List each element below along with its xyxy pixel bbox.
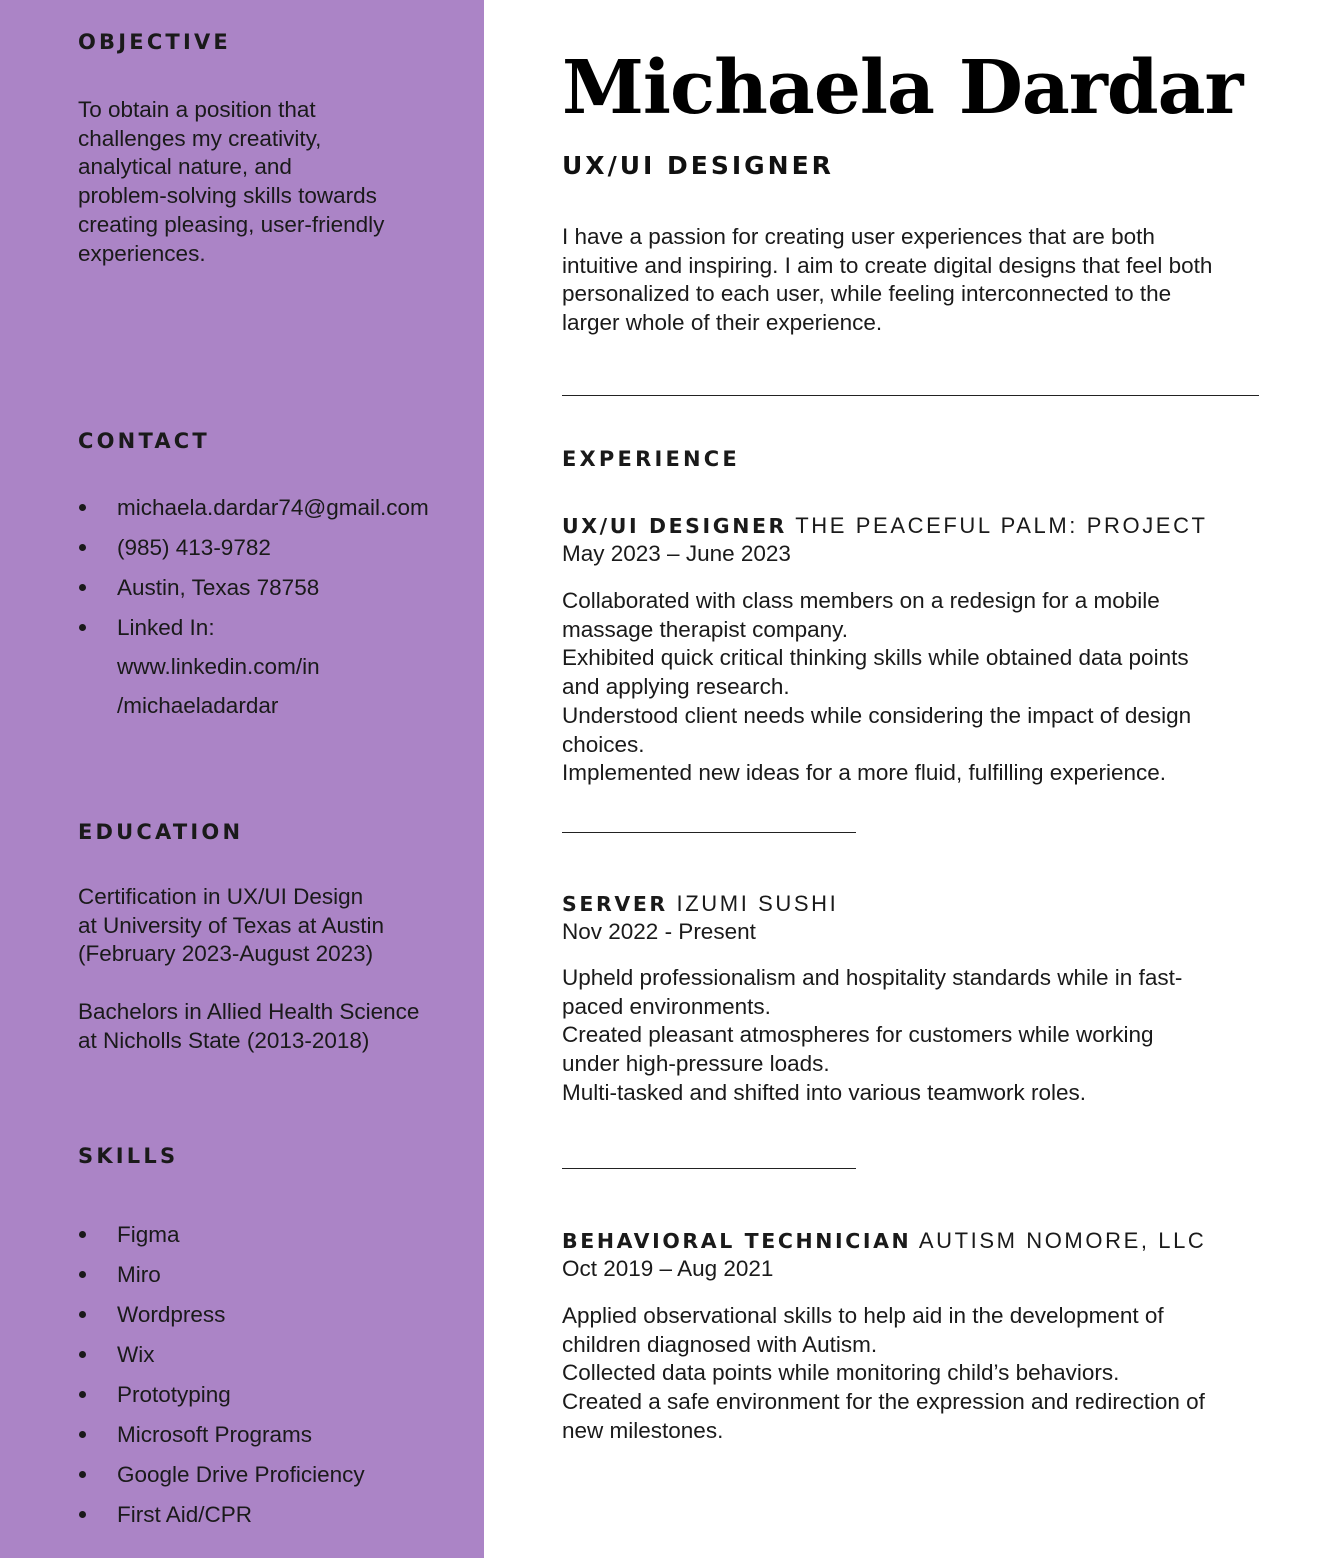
phone-text: (985) 413-9782: [117, 535, 271, 560]
job-company: THE PEACEFUL PALM: PROJECT: [795, 513, 1208, 538]
objective-line: analytical nature, and: [78, 154, 292, 180]
education-line: (February 2023-August 2023): [78, 941, 374, 967]
job-role: BEHAVIORAL TECHNICIAN: [562, 1229, 912, 1253]
skill-label: Wix: [117, 1342, 155, 1367]
skill-item: [78, 1335, 365, 1375]
email-text: michaela.dardar74@gmail.com: [117, 495, 429, 520]
job-header: [562, 513, 1208, 539]
sidebar: [0, 0, 484, 1558]
bullet-icon: [79, 624, 86, 631]
job-line: Multi-tasked and shifted into various teamwork roles.: [562, 1079, 1086, 1105]
summary-line: larger whole of their experience.: [562, 310, 883, 336]
section-divider: [562, 395, 1259, 396]
skill-item: [78, 1295, 365, 1335]
linkedin-url[interactable]: www.linkedin.com/in: [117, 654, 320, 679]
skill-label: Wordpress: [117, 1302, 226, 1327]
skills-heading: SKILLS: [78, 1144, 179, 1168]
job-line: children diagnosed with Autism.: [562, 1331, 878, 1357]
bullet-icon: [79, 1511, 86, 1518]
job-line: under high-pressure loads.: [562, 1051, 830, 1077]
job-header: [562, 891, 838, 917]
skill-item: [78, 1215, 365, 1255]
job-title: UX/UI DESIGNER: [562, 151, 834, 180]
skill-label: First Aid/CPR: [117, 1502, 253, 1527]
job-line: Created pleasant atmospheres for customers while working: [562, 1022, 1154, 1048]
job-line: Exhibited quick critical thinking skills while obtained data points: [562, 645, 1189, 671]
skill-label: Miro: [117, 1262, 161, 1287]
education-line: Bachelors in Allied Health Science: [78, 999, 420, 1024]
skill-item: [78, 1375, 365, 1415]
linkedin-url[interactable]: /michaeladardar: [117, 693, 279, 718]
job-description: [562, 1302, 1282, 1446]
contact-phone[interactable]: [78, 528, 429, 568]
job-dates: Oct 2019 – Aug 2021: [562, 1256, 774, 1281]
objective-text: [78, 96, 384, 268]
job-description: [562, 964, 1282, 1108]
bullet-icon: [79, 544, 86, 551]
job-line: paced environments.: [562, 993, 771, 1019]
bullet-icon: [79, 1351, 86, 1358]
bullet-icon: [79, 1471, 86, 1478]
job-line: Implemented new ideas for a more fluid, fulfilling experience.: [562, 760, 1167, 786]
bullet-icon: [79, 1271, 86, 1278]
job-role: UX/UI DESIGNER: [562, 514, 787, 538]
summary-line: personalized to each user, while feeling interconnected to the: [562, 281, 1172, 307]
contact-linkedin[interactable]: [78, 608, 429, 725]
candidate-name: Michaela Dardar: [562, 45, 1243, 131]
objective-line: challenges my creativity,: [78, 125, 322, 151]
education-entry: [78, 998, 419, 1055]
skill-label: Prototyping: [117, 1382, 231, 1407]
job-line: new milestones.: [562, 1417, 724, 1443]
job-company: IZUMI SUSHI: [676, 891, 839, 916]
objective-line: problem-solving skills towards: [78, 183, 377, 209]
bullet-icon: [79, 504, 86, 511]
education-heading: EDUCATION: [78, 820, 244, 844]
job-divider: [562, 832, 856, 833]
job-description: [562, 587, 1282, 788]
skill-label: Microsoft Programs: [117, 1422, 313, 1447]
skill-item: [78, 1455, 365, 1495]
objective-line: To obtain a position that: [78, 97, 316, 122]
contact-heading: CONTACT: [78, 429, 210, 453]
summary-line: I have a passion for creating user experiences that are both: [562, 224, 1155, 249]
skill-item: [78, 1255, 365, 1295]
skills-list: [78, 1215, 365, 1535]
job-dates: Nov 2022 - Present: [562, 919, 756, 944]
bullet-icon: [79, 1391, 86, 1398]
job-line: and applying research.: [562, 674, 790, 700]
summary: [562, 223, 1282, 338]
job-line: Upheld professionalism and hospitality standards while in fast-: [562, 965, 1183, 990]
bullet-icon: [79, 584, 86, 591]
job-line: Created a safe environment for the expression and redirection of: [562, 1389, 1205, 1415]
objective-line: creating pleasing, user-friendly: [78, 211, 385, 237]
objective-line: experiences.: [78, 240, 206, 266]
job-role: SERVER: [562, 892, 668, 916]
skill-item: [78, 1495, 365, 1535]
main-content: [484, 0, 1338, 1558]
job-company: AUTISM NOMORE, LLC: [918, 1228, 1207, 1253]
skill-item: [78, 1415, 365, 1455]
job-line: Applied observational skills to help aid in the development of: [562, 1303, 1164, 1328]
skill-label: Figma: [117, 1222, 180, 1247]
job-line: massage therapist company.: [562, 616, 848, 642]
objective-heading: OBJECTIVE: [78, 30, 231, 54]
location-text: Austin, Texas 78758: [117, 575, 320, 600]
experience-heading: EXPERIENCE: [562, 447, 740, 471]
bullet-icon: [79, 1431, 86, 1438]
bullet-icon: [79, 1231, 86, 1238]
job-line: Collected data points while monitoring child’s behaviors.: [562, 1360, 1120, 1386]
education-entry: [78, 883, 384, 969]
contact-location: [78, 568, 429, 608]
job-line: Collaborated with class members on a redesign for a mobile: [562, 588, 1160, 613]
education-line: at Nicholls State (2013-2018): [78, 1027, 370, 1053]
job-header: [562, 1228, 1206, 1254]
job-dates: May 2023 – June 2023: [562, 541, 791, 566]
skill-label: Google Drive Proficiency: [117, 1462, 365, 1487]
job-line: Understood client needs while considering the impact of design: [562, 702, 1192, 728]
contact-email[interactable]: [78, 488, 429, 528]
bullet-icon: [79, 1311, 86, 1318]
job-line: choices.: [562, 731, 645, 757]
education-line: at University of Texas at Austin: [78, 912, 384, 938]
job-divider: [562, 1168, 856, 1169]
education-line: Certification in UX/UI Design: [78, 884, 364, 909]
summary-line: intuitive and inspiring. I aim to create digital designs that feel both: [562, 252, 1213, 278]
linkedin-label: Linked In:: [117, 615, 215, 640]
contact-list: [78, 488, 429, 725]
